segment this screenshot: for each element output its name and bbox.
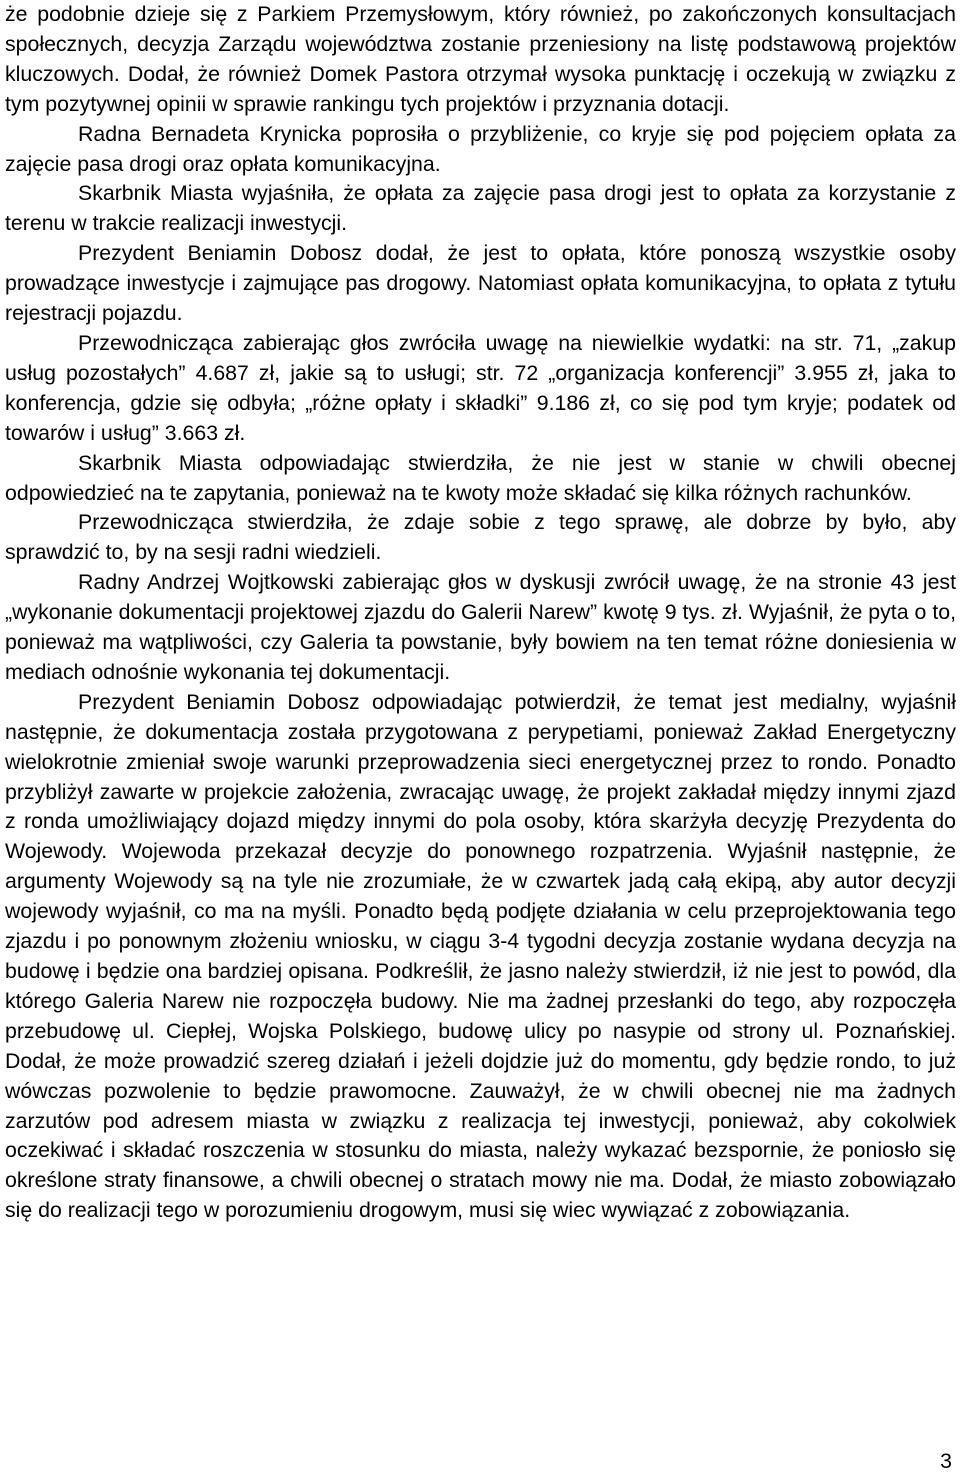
page-number: 3 [940,1449,952,1473]
paragraph-prezydent-addition: Prezydent Beniamin Dobosz dodał, że jest to opłata, które ponoszą wszystkie osoby prowadzące inwestycje i zajmujące pas drogowy. Natomiast opłata komunikacyjna, to opłata z tytułu rejestracji pojazdu. [5,241,956,326]
paragraph-prezydent-response: Prezydent Beniamin Dobosz odpowiadając potwierdził, że temat jest medialny, wyjaśnił następnie, że dokumentacja została przygotowana z perypetiami, ponieważ Zakład Energetyczny wielokrotnie zmieniał swoje warunki przeprowadzenia sieci energetycznej przez to rondo. Ponadto przybliżył zawarte w projekcie założenia, zwracając uwagę, że projekt zakładał między innymi zjazd z ronda umożliwiający dojazd między innymi do pola osoby, która skarżyła decyzję Prezydenta do Wojewody. Wojewoda przekazał decyzje do ponownego rozpatrzenia. Wyjaśnił następnie, że argumenty Wojewody są na tyle nie zrozumiałe, że w czwartek jadą całą ekipą, aby autor decyzji wojewody wyjaśnił, co ma na myśli. Ponadto będą podjęte działania w celu przeprojektowania tego zjazdu i po ponownym złożeniu wniosku, w ciągu 3-4 tygodni decyzja zostanie wydana decyzja na budowę i będzie ona bardziej opisana. Podkreślił, że jasno należy stwierdził, iż nie jest to powód, dla którego Galeria Narew nie rozpoczęła budowy. Nie ma żadnej przesłanki do tego, aby rozpoczęła przebudowę ul. Ciepłej, Wojska Polskiego, budowę ulicy po nasypie od strony ul. Poznańskiej. Dodał, że może prowadzić szereg działań i jeżeli dojdzie już do momentu, gdy będzie rondo, to już wówczas pozwolenie to będzie prawomocne. Zauważył, że w chwili obecnej nie ma żadnych zarzutów pod adresem miasta w związku z realizacja tej inwestycji, ponieważ, aby cokolwiek oczekiwać i składać roszczenia w stosunku do miasta, należy wykazać bezspornie, że poniosło się określone straty finansowe, a chwili obecnej o stratach mowy nie ma. Dodał, że miasto zobowiązało się do realizacji tego w porozumieniu drogowym, musi się wiec wywiązać z zobowiązania. [5,689,956,1223]
paragraph-skarbnik-answer-1: Skarbnik Miasta wyjaśniła, że opłata za zajęcie pasa drogi jest to opłata za korzystanie z terenu w trakcie realizacji inwestycji. [5,181,956,236]
paragraph-skarbnik-answer-2: Skarbnik Miasta odpowiadając stwierdziła, że nie jest w stanie w chwili obecnej odpowiedzieć na te zapytania, ponieważ na te kwoty może składać się kilka różnych rachunków. [5,450,956,505]
paragraph-krynicka-question: Radna Bernadeta Krynicka poprosiła o przybliżenie, co kryje się pod pojęciem opłata za zajęcie pasa drogi oraz opłata komunikacyjna. [5,121,956,176]
paragraph-przewodniczaca-comment: Przewodnicząca stwierdziła, że zdaje sobie z tego sprawę, ale dobrze by było, aby sprawdzić to, by na sesji radni wiedzieli. [5,510,956,565]
paragraph-przewodniczaca-expenses: Przewodnicząca zabierając głos zwróciła uwagę na niewielkie wydatki: na str. 71, „zakup usług pozostałych” 4.687 zł, jakie są to usługi; str. 72 „organizacja konferencji” 3.955 zł, jaka to konferencja, gdzie się odbyła; „różne opłaty i składki” 9.186 zł, co się pod tym kryje; podatek od towarów i usług” 3.663 zł. [5,330,956,445]
paragraph-continuation: że podobnie dzieje się z Parkiem Przemysłowym, który również, po zakończonych konsultacjach społecznych, decyzja Zarządu województwa zostanie przeniesiony na listę podstawową projektów kluczowych. Dodał, że również Domek Pastora otrzymał wysoka punktację i oczekują w związku z tym pozytywnej opinii w sprawie rankingu tych projektów i przyznania dotacji. [5,2,956,116]
paragraph-wojtkowski-question: Radny Andrzej Wojtkowski zabierając głos w dyskusji zwrócił uwagę, że na stronie 43 jest „wykonanie dokumentacji projektowej zjazdu do Galerii Narew” kwotę 9 tys. zł. Wyjaśnił, że pyta o to, ponieważ ma wątpliwości, czy Galeria ta powstanie, były bowiem na ten temat różne doniesienia w mediach odnośnie wykonania tej dokumentacji. [5,570,956,684]
document-page [5,0,956,1226]
